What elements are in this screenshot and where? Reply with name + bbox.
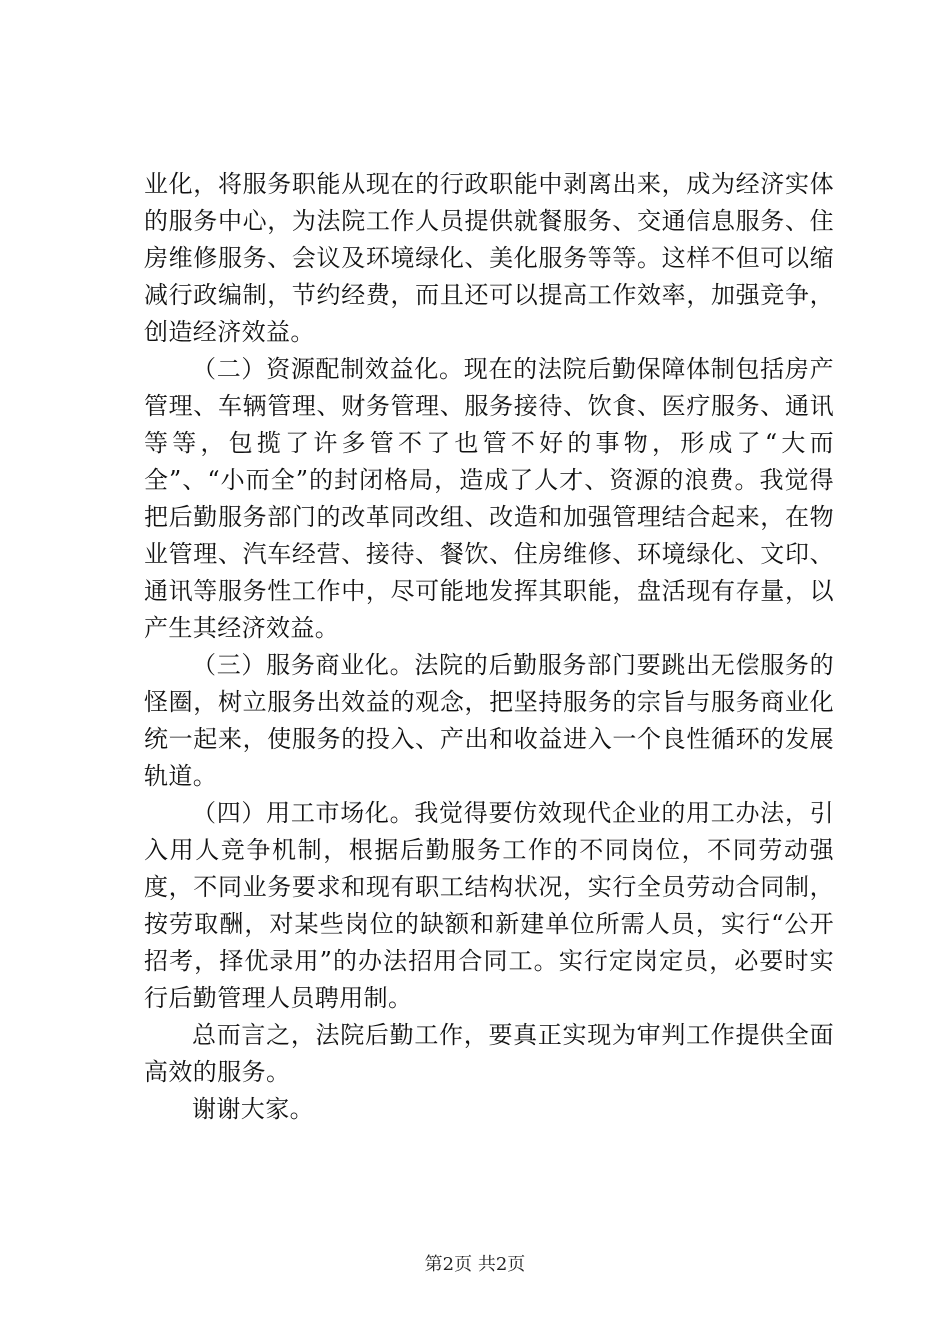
- page-footer: 第2页 共2页: [424, 1254, 526, 1275]
- document-body: [144, 166, 834, 1128]
- paragraph-resource-allocation: （二）资源配制效益化。现在的法院后勤保障体制包括房产管理、车辆管理、财务管理、服务接待、饮食、医疗服务、通讯等等，包揽了许多管不了也管不好的事物，形成了“大而全”、“小而全”的封闭格局，造成了人才、资源的浪费。我觉得把后勤服务部门的改革同改组、改造和加强管理结合起来，在物业管理、汽车经营、接待、餐饮、住房维修、环境绿化、文印、通讯等服务性工作中，尽可能地发挥其职能，盘活现有存量，以产生其经济效益。: [144, 355, 834, 642]
- paragraph-continuation: 业化，将服务职能从现在的行政职能中剥离出来，成为经济实体的服务中心，为法院工作人员提供就餐服务、交通信息服务、住房维修服务、会议及环境绿化、美化服务等等。这样不但可以缩减行政编制，节约经费，而且还可以提高工作效率，加强竞争，创造经济效益。: [144, 170, 834, 346]
- paragraph-service-commercialization: （三）服务商业化。法院的后勤服务部门要跳出无偿服务的怪圈，树立服务出效益的观念，把坚持服务的宗旨与服务商业化统一起来，使服务的投入、产出和收益进入一个良性循环的发展轨道。: [144, 651, 834, 790]
- paragraph-employment-marketization: （四）用工市场化。我觉得要仿效现代企业的用工办法，引入用人竞争机制，根据后勤服务工作的不同岗位，不同劳动强度，不同业务要求和现有职工结构状况，实行全员劳动合同制，按劳取酬，对某些岗位的缺额和新建单位所需人员，实行“公开招考，择优录用”的办法招用合同工。实行定岗定员，必要时实行后勤管理人员聘用制。: [144, 799, 834, 1012]
- paragraph-conclusion: 总而言之，法院后勤工作，要真正实现为审判工作提供全面高效的服务。: [144, 1021, 834, 1086]
- paragraph-thanks: 谢谢大家。: [192, 1095, 314, 1123]
